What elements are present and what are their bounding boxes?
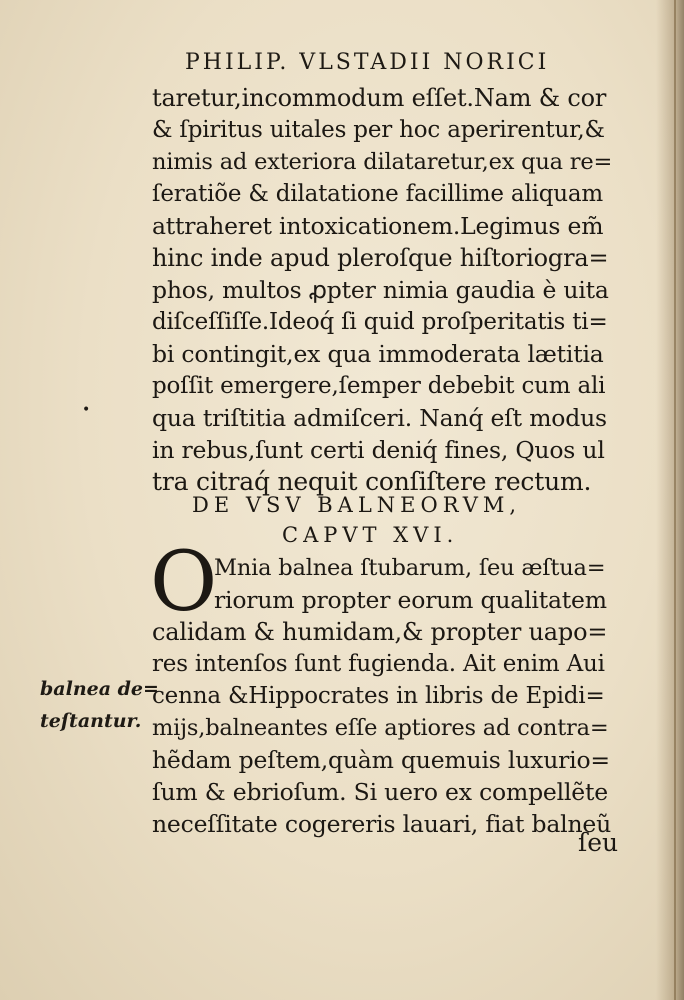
text-line: calidam & humidam,& propter uapo= — [152, 618, 608, 646]
page-edge-line — [674, 0, 676, 1000]
text-line: Mnia balnea ſtubarum, ſeu æſtua= — [214, 555, 606, 581]
text-line: ſum & ebrioſum. Si uero ex compellẽte — [152, 778, 608, 806]
text-line: hinc inde apud pleroſque hiſtoriogra= — [152, 244, 609, 272]
text-line: diſceſſiſſe.Ideoq́ ſi quid proſperitatis ti= — [152, 309, 608, 335]
margin-mark: • — [82, 402, 91, 418]
text-line: in rebus,ſunt certi deniq́ fines, Quos ul — [152, 436, 605, 464]
catchword: ſeu — [578, 828, 619, 857]
page-edge-shadow — [656, 0, 684, 1000]
text-line: phos, multos ꝓpter nimia gaudia è uita — [152, 276, 609, 304]
chapter-number: CAPVT XVI. — [282, 523, 459, 547]
chapter-title: DE VSV BALNEORVM, — [192, 493, 522, 517]
text-line: attraheret intoxicationem.Legimus em̃ — [152, 212, 604, 240]
text-line: bi contingit,ex qua immoderata lætitia — [152, 340, 604, 368]
text-line: neceſſitate cogereris lauari, fiat balneũ — [152, 810, 612, 838]
text-line: hẽdam peſtem,quàm quemuis luxurio= — [152, 746, 610, 774]
marginal-note-line: teſtantur. — [40, 710, 142, 732]
text-line: & ſpiritus uitales per hoc aperirentur,& — [152, 117, 605, 143]
text-line: nimis ad exteriora dilataretur,ex qua re= — [152, 149, 613, 175]
text-line: tra citraq́ nequit conſiſtere rectum. — [152, 467, 592, 496]
text-line: res intenſos ſunt fugienda. Ait enim Aui — [152, 651, 605, 677]
text-line: qua triſtitia admiſceri. Nanq́ eſt modus — [152, 404, 607, 432]
text-line: cenna &Hippocrates in libris de Epidi= — [152, 683, 605, 709]
text-line: ſeratiõe & dilatatione facillime aliquam — [152, 181, 604, 207]
marginal-note-line: balnea de= — [40, 678, 159, 700]
drop-cap-initial: O — [150, 535, 218, 630]
running-head: PHILIP. VLSTADII NORICI — [185, 50, 550, 75]
text-line: taretur,incommodum eſſet.Nam & cor — [152, 84, 607, 112]
text-line: poſſit emergere,ſemper debebit cum ali — [152, 373, 606, 399]
text-line: mijs,balneantes eſſe aptiores ad contra= — [152, 715, 609, 741]
text-line: riorum propter eorum qualitatem — [214, 586, 607, 614]
